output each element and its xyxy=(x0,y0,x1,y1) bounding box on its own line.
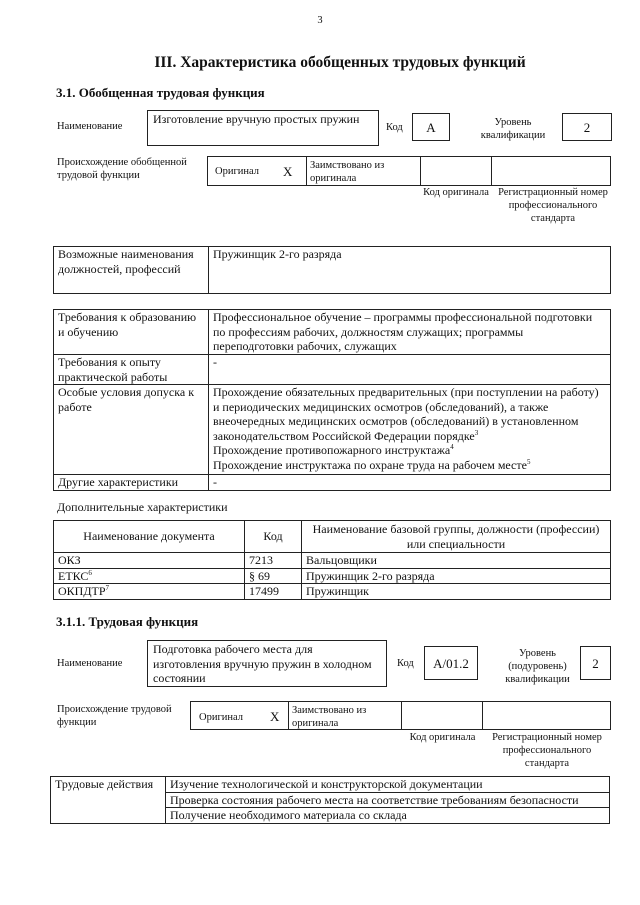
tf-original-label: Оригинал xyxy=(199,712,243,723)
action-item: Изучение технологической и конструкторской документации xyxy=(166,777,610,793)
divider xyxy=(491,157,492,185)
gtf-name-label: Наименование xyxy=(57,121,123,132)
positions-value: Пружинщик 2-го разряда xyxy=(209,247,611,294)
tf-level-value: 2 xyxy=(580,646,611,680)
tf-name-value: Подготовка рабочего места для изготовления вручную пружин в холодном состоянии xyxy=(147,640,387,687)
tf-origin-label: Происхождение трудовой функции xyxy=(57,704,172,728)
experience-label: Требования к опыту практической работы xyxy=(54,355,209,385)
col-doc-header: Наименование документа xyxy=(54,521,245,553)
footnote-mark: 6 xyxy=(88,568,92,577)
gtf-code-value: А xyxy=(412,113,450,141)
footnote-mark: 3 xyxy=(474,428,479,437)
divider xyxy=(401,702,402,729)
col-name-header: Наименование базовой группы, должности (профессии) или специальности xyxy=(302,521,611,553)
divider xyxy=(420,157,421,185)
gtf-level-label: Уровень квалификации xyxy=(480,117,546,141)
actions-label: Трудовые действия xyxy=(51,777,166,824)
doc-name: ОКПДТР xyxy=(58,584,106,598)
table-cell xyxy=(54,584,245,600)
code-cell: 7213 xyxy=(245,553,302,569)
education-label: Требования к образованию и обучению xyxy=(54,310,209,355)
positions-table xyxy=(53,246,611,294)
name-cell: Пружинщик xyxy=(302,584,611,600)
experience-value: - xyxy=(209,355,611,385)
tf-original-mark: X xyxy=(270,709,280,724)
name-cell: Пружинщик 2-го разряда xyxy=(302,568,611,584)
name-cell: Вальцовщики xyxy=(302,553,611,569)
gtf-code-original-caption: Код оригинала xyxy=(423,187,489,198)
table-cell xyxy=(54,553,245,569)
special-conditions-label: Особые условия допуска к работе xyxy=(54,385,209,475)
tf-borrowed-label: Заимствовано из оригинала xyxy=(292,705,367,729)
page-number: 3 xyxy=(317,15,323,26)
footnote-mark: 5 xyxy=(526,457,531,466)
education-value: Профессиональное обучение – программы профессиональной подготовки по профессиям рабочих, должностям служащих; программы переподготовки рабочих, служащих xyxy=(209,310,611,355)
action-item: Проверка состояния рабочего места на соответствие требованиям безопасности xyxy=(166,792,610,808)
tf-origin-box xyxy=(190,701,611,730)
special-conditions-value xyxy=(209,385,611,475)
gtf-origin-label: Происхождение обобщенной трудовой функции xyxy=(57,157,187,181)
gtf-code-label: Код xyxy=(386,122,403,133)
gtf-level-value: 2 xyxy=(562,113,612,141)
special-line-1: Прохождение обязательных предварительных (при поступлении на работу) и периодических медицинских осмотров (обследований), а также внеочередных медицинских осмотров (обследований) в установленном законодательством Российской Федерации порядке xyxy=(213,385,599,443)
footnote-mark: 4 xyxy=(450,443,454,451)
divider xyxy=(288,702,289,729)
special-line-2: Прохождение противопожарного инструктажа xyxy=(213,443,451,457)
tf-level-label: Уровень (подуровень) квалификации xyxy=(505,648,570,685)
positions-label: Возможные наименования должностей, профессий xyxy=(54,247,209,294)
gtf-origin-box xyxy=(207,156,611,186)
tf-code-label: Код xyxy=(397,658,414,669)
other-characteristics-label: Другие характеристики xyxy=(54,475,209,491)
footnote-mark: 7 xyxy=(105,584,110,592)
extra-heading: Дополнительные характеристики xyxy=(57,500,228,514)
gtf-heading: 3.1. Обобщенная трудовая функция xyxy=(56,85,265,100)
extra-table xyxy=(53,520,611,600)
tf-reg-number-caption: Регистрационный номер профессионального стандарта xyxy=(492,732,602,769)
doc-name: ОКЗ xyxy=(58,553,81,567)
doc-name: ЕТКС xyxy=(58,568,89,583)
gtf-original-label: Оригинал xyxy=(215,166,259,177)
section-title: III. Характеристика обобщенных трудовых функций xyxy=(154,54,526,71)
gtf-borrowed-label: Заимствовано из оригинала xyxy=(310,160,385,184)
other-characteristics-value: - xyxy=(209,475,611,491)
tf-code-original-caption: Код оригинала xyxy=(409,732,476,743)
actions-table xyxy=(50,776,610,824)
tf-code-value: А/01.2 xyxy=(424,646,478,680)
table-cell xyxy=(54,568,245,584)
divider xyxy=(306,157,307,185)
special-line-3: Прохождение инструктажа по охране труда на рабочем месте xyxy=(213,457,527,472)
code-cell: 17499 xyxy=(245,584,302,600)
gtf-name-value: Изготовление вручную простых пружин xyxy=(147,110,379,146)
gtf-reg-number-caption: Регистрационный номер профессионального стандарта xyxy=(498,187,608,224)
tf-heading: 3.1.1. Трудовая функция xyxy=(56,614,199,629)
tf-name-label: Наименование xyxy=(57,658,123,669)
action-item: Получение необходимого материала со склада xyxy=(166,808,610,824)
col-code-header: Код xyxy=(245,521,302,553)
gtf-original-mark: X xyxy=(283,164,293,179)
requirements-table xyxy=(53,309,611,491)
code-cell: § 69 xyxy=(245,568,302,584)
divider xyxy=(482,702,483,729)
